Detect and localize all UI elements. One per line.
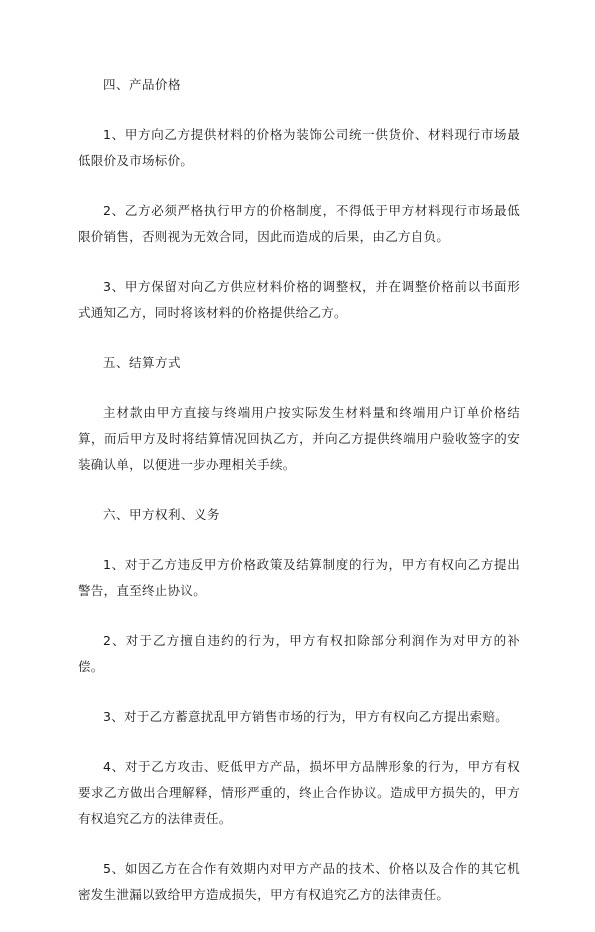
- section-heading-settlement: 五、结算方式: [103, 355, 182, 370]
- paragraph-price-1: 1、甲方向乙方提供材料的价格为装饰公司统一供货价、材料现行市场最低限价及市场标价。: [78, 127, 520, 168]
- paragraph-settlement: 主材款由甲方直接与终端用户按实际发生材料量和终端用户订单价格结算，而后甲方及时将结算情况回执乙方，并向乙方提供终端用户验收签字的安装确认单，以便进一步办理相关手续。: [78, 405, 520, 472]
- paragraph-rights-2: 2、对于乙方擅自违约的行为，甲方有权扣除部分利润作为对甲方的补偿。: [78, 633, 520, 674]
- paragraph-rights-4: 4、对于乙方攻击、贬低甲方产品，损坏甲方品牌形象的行为，甲方有权要求乙方做出合理解释，情形严重的，终止合作协议。造成甲方损失的，甲方有权追究乙方的法律责任。: [78, 759, 520, 826]
- paragraph-rights-5: 5、如因乙方在合作有效期内对甲方产品的技术、价格以及合作的其它机密发生泄漏以致给甲方造成损失，甲方有权追究乙方的法律责任。: [78, 861, 520, 902]
- paragraph-price-3: 3、甲方保留对向乙方供应材料价格的调整权，并在调整价格前以书面形式通知乙方，同时将该材料的价格提供给乙方。: [78, 279, 520, 320]
- paragraph-price-2: 2、乙方必须严格执行甲方的价格制度，不得低于甲方材料现行市场最低限价销售，否则视为无效合同，因此而造成的后果，由乙方自负。: [78, 203, 520, 244]
- paragraph-rights-1: 1、对于乙方违反甲方价格政策及结算制度的行为，甲方有权向乙方提出警告，直至终止协议。: [78, 557, 520, 598]
- section-heading-product-price: 四、产品价格: [103, 77, 182, 92]
- paragraph-rights-3: 3、对于乙方蓄意扰乱甲方销售市场的行为，甲方有权向乙方提出索赔。: [103, 709, 509, 724]
- document-body: [78, 72, 520, 932]
- section-heading-rights-obligations: 六、甲方权利、义务: [103, 507, 221, 522]
